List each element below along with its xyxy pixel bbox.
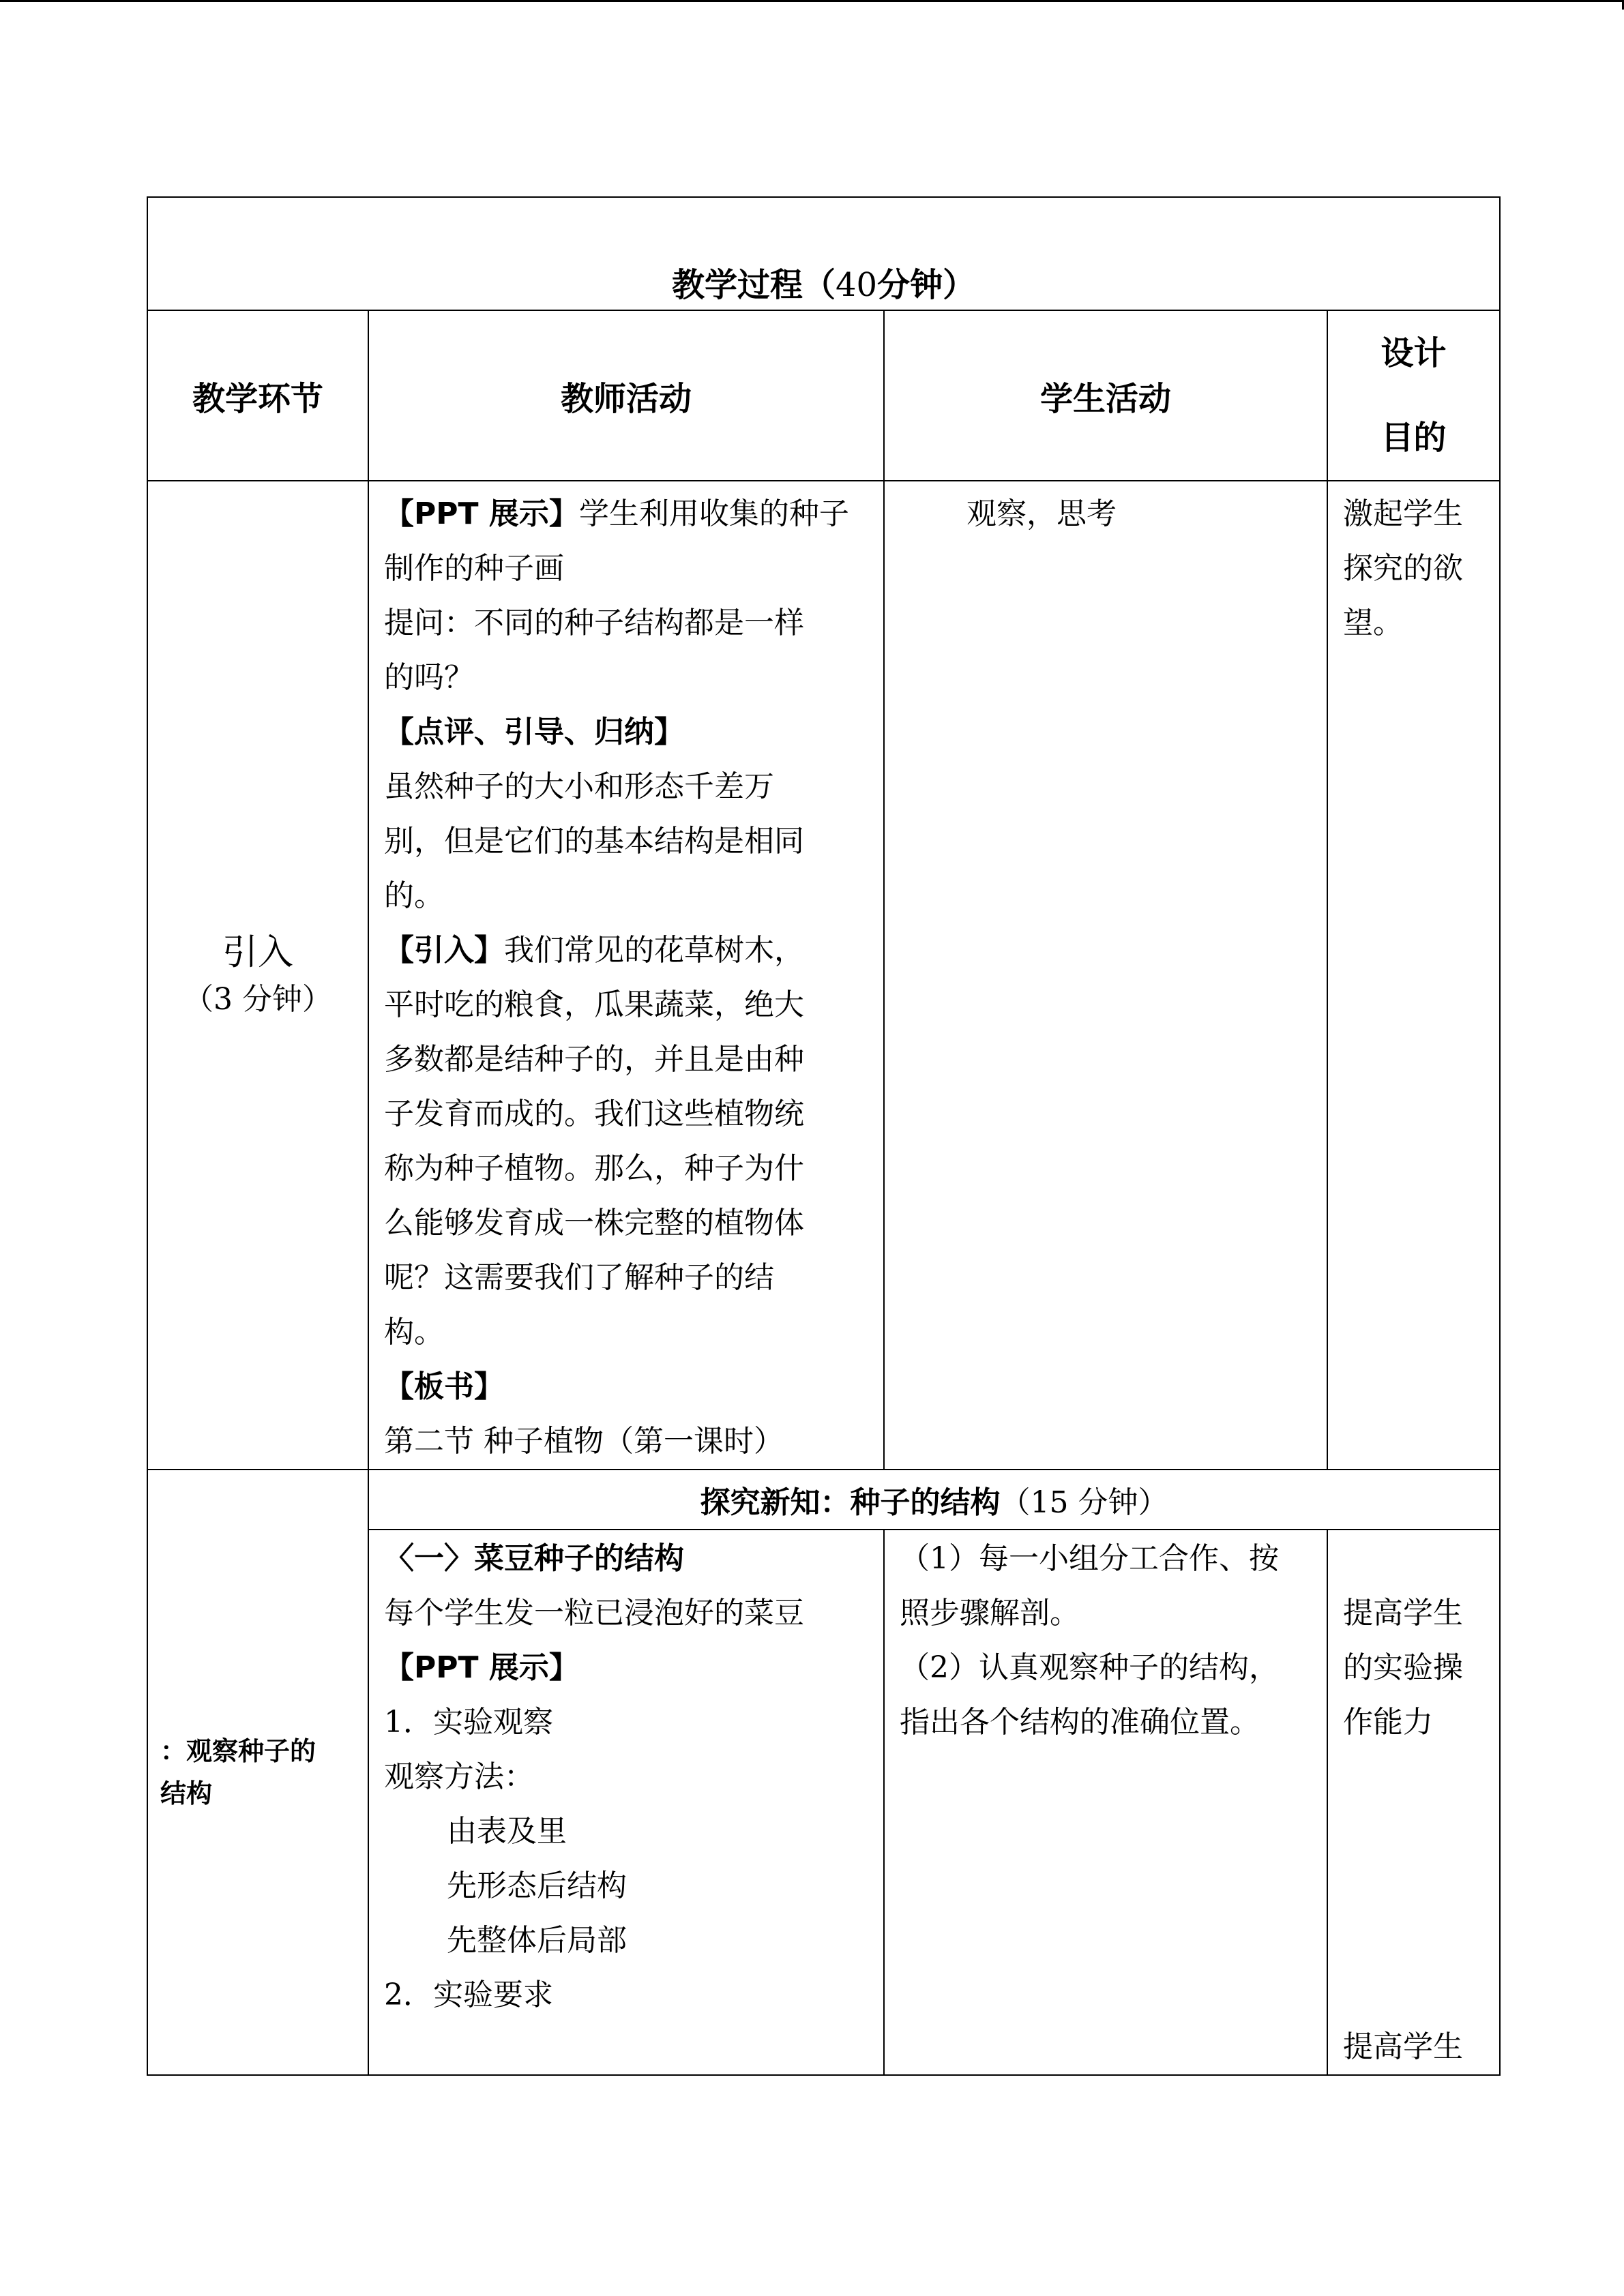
explore-teacher-line bbox=[384, 1750, 872, 1804]
intro-teacher-line bbox=[384, 705, 872, 760]
intro-teacher-text: 多数都是结种子的，并且是由种 bbox=[384, 1042, 804, 1077]
intro-student-text: 观察，思考 bbox=[966, 496, 1117, 531]
explore-teacher-tag: 【PPT 展示】 bbox=[384, 1650, 579, 1685]
intro-teacher-tag: 【点评、引导、归纳】 bbox=[384, 715, 684, 749]
intro-teacher-text: 的。 bbox=[384, 878, 444, 913]
intro-teacher-line bbox=[384, 923, 872, 978]
intro-teacher-line bbox=[384, 1142, 872, 1196]
intro-teacher-tag: 【引入】 bbox=[384, 933, 504, 968]
intro-teacher-text: 别，但是它们的基本结构是相同 bbox=[384, 824, 804, 859]
table-title: 教学过程（40分钟） bbox=[147, 197, 1500, 310]
intro-teacher-line bbox=[384, 1360, 872, 1414]
intro-teacher-line bbox=[384, 596, 872, 651]
intro-teacher-line bbox=[384, 814, 872, 869]
intro-teacher-text: 提问：不同的种子结构都是一样 bbox=[384, 606, 804, 640]
stage-intro-time: （3 分钟） bbox=[183, 982, 332, 1017]
header-student-activity: 学生活动 bbox=[884, 310, 1327, 481]
intro-teacher-text: 我们常见的花草树木， bbox=[504, 933, 804, 968]
intro-teacher-text: 第二节 种子植物（第一课时） bbox=[384, 1424, 784, 1459]
intro-teacher-line bbox=[384, 651, 872, 705]
intro-purpose-line: 望。 bbox=[1343, 606, 1403, 640]
explore-teacher-line bbox=[384, 1968, 872, 2023]
header-stage: 教学环节 bbox=[147, 310, 368, 481]
stage-observe-seed-structure: ：观察种子的 结构 bbox=[147, 1470, 368, 2075]
intro-teacher-activity bbox=[368, 481, 884, 1470]
intro-teacher-line bbox=[384, 760, 872, 814]
explore-design-purpose bbox=[1327, 1530, 1500, 2075]
explore-teacher-line bbox=[384, 1586, 872, 1641]
stage-intro-name: 引入 bbox=[222, 932, 293, 973]
explore-teacher-text: 1．实验观察 bbox=[384, 1705, 553, 1740]
explore-teacher-text: 先整体后局部 bbox=[447, 1923, 627, 1958]
lesson-process-table bbox=[147, 196, 1501, 2076]
explore-student-line: （1）每一小组分工合作、按 bbox=[900, 1541, 1279, 1576]
explore-teacher-text: 2．实验要求 bbox=[384, 1978, 553, 2012]
explore-purpose-line: 的实验操 bbox=[1343, 1650, 1463, 1685]
explore-teacher-line bbox=[384, 1913, 872, 1968]
intro-purpose-line: 探究的欲 bbox=[1343, 551, 1463, 586]
explore-student-line: 照步骤解剖。 bbox=[900, 1596, 1080, 1630]
intro-teacher-text: 制作的种子画 bbox=[384, 551, 564, 586]
explore-purpose-line: 作能力 bbox=[1343, 1705, 1433, 1740]
intro-teacher-line bbox=[384, 869, 872, 923]
explore-teacher-heading: 〈一〉菜豆种子的结构 bbox=[384, 1541, 684, 1576]
intro-teacher-text: 称为种子植物。那么，种子为什 bbox=[384, 1151, 804, 1186]
intro-teacher-text: 构。 bbox=[384, 1315, 444, 1350]
page-top-border bbox=[0, 0, 1624, 2]
intro-teacher-tag: 【板书】 bbox=[384, 1369, 504, 1404]
intro-teacher-text: 子发育而成的。我们这些植物统 bbox=[384, 1097, 804, 1131]
intro-teacher-line bbox=[384, 1305, 872, 1360]
intro-teacher-text: 平时吃的粮食，瓜果蔬菜，绝大 bbox=[384, 987, 804, 1022]
explore-teacher-text: 观察方法： bbox=[384, 1759, 534, 1794]
explore-purpose-line: 提高学生 bbox=[1343, 1596, 1463, 1630]
explore-purpose-bottom: 提高学生 bbox=[1343, 2029, 1463, 2064]
intro-teacher-line bbox=[384, 1032, 872, 1087]
explore-teacher-line bbox=[384, 1859, 872, 1913]
intro-teacher-line bbox=[384, 541, 872, 596]
explore-student-line: 指出各个结构的准确位置。 bbox=[900, 1705, 1260, 1740]
intro-teacher-text: 学生利用收集的种子 bbox=[578, 496, 849, 531]
intro-teacher-line bbox=[384, 1196, 872, 1251]
intro-teacher-line bbox=[384, 1087, 872, 1142]
explore-teacher-activity bbox=[368, 1530, 884, 2075]
explore-teacher-line bbox=[384, 1641, 872, 1695]
intro-teacher-text: 么能够发育成一株完整的植物体 bbox=[384, 1206, 804, 1240]
section-explore-title: 探究新知：种子的结构（15 分钟） bbox=[368, 1470, 1500, 1530]
intro-teacher-line bbox=[384, 1251, 872, 1305]
explore-teacher-line bbox=[384, 1695, 872, 1750]
explore-teacher-text: 每个学生发一粒已浸泡好的菜豆 bbox=[384, 1596, 804, 1630]
explore-student-line: （2）认真观察种子的结构， bbox=[900, 1650, 1279, 1685]
intro-design-purpose bbox=[1327, 481, 1500, 1470]
stage-intro bbox=[147, 481, 368, 1470]
intro-teacher-text: 的吗？ bbox=[384, 660, 474, 695]
intro-teacher-line bbox=[384, 487, 872, 541]
header-design-purpose: 设计 目的 bbox=[1327, 310, 1500, 481]
explore-student-activity bbox=[884, 1530, 1327, 2075]
intro-teacher-text: 虽然种子的大小和形态千差万 bbox=[384, 769, 774, 804]
intro-student-activity bbox=[884, 481, 1327, 1470]
explore-teacher-text: 先形态后结构 bbox=[447, 1868, 627, 1903]
explore-teacher-text: 由表及里 bbox=[447, 1814, 567, 1849]
intro-purpose-line: 激起学生 bbox=[1343, 496, 1463, 531]
intro-teacher-text: 呢？这需要我们了解种子的结 bbox=[384, 1260, 774, 1295]
intro-teacher-tag: 【PPT 展示】 bbox=[384, 496, 579, 531]
intro-teacher-line bbox=[384, 1414, 872, 1469]
header-teacher-activity: 教师活动 bbox=[368, 310, 884, 481]
explore-teacher-line bbox=[384, 1804, 872, 1859]
intro-teacher-line bbox=[384, 978, 872, 1032]
